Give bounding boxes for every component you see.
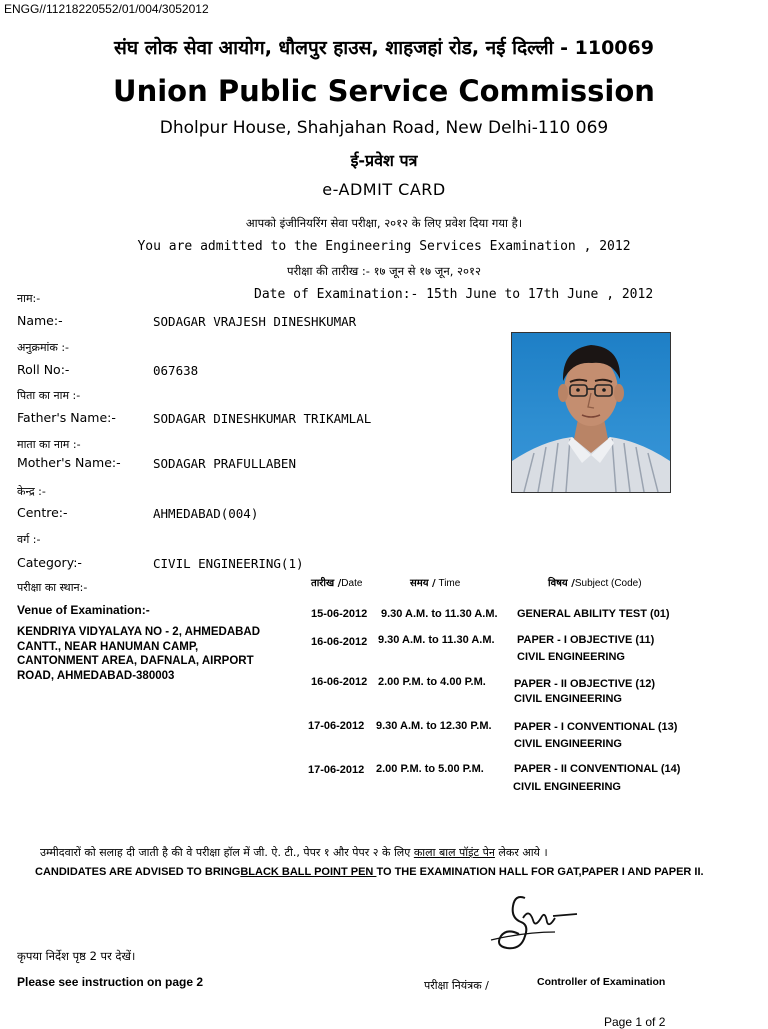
schedule-subject: GENERAL ABILITY TEST (01)	[517, 608, 670, 620]
schedule-subject-discipline: CIVIL ENGINEERING	[514, 738, 622, 750]
hindi-admit-card-title: ई-प्रवेश पत्र	[350, 151, 418, 170]
instruction-note: Please see instruction on page 2	[17, 975, 204, 989]
centre-label: Centre:-	[17, 505, 68, 520]
hindi-advice	[40, 845, 548, 860]
schedule-subject-discipline: CIVIL ENGINEERING	[513, 781, 621, 793]
schedule-time: 9.30 A.M. to 11.30 A.M.	[381, 608, 498, 620]
document-reference: ENGG//11218220552/01/004/3052012	[4, 2, 209, 16]
schedule-header-date-hindi: तारीख /	[311, 578, 342, 589]
schedule-header-time-english: Time	[438, 578, 461, 589]
candidate-name: SODAGAR VRAJESH DINESHKUMAR	[153, 314, 357, 329]
schedule-date: 16-06-2012	[311, 636, 368, 648]
venue-address-line: ROAD, AHMEDABAD-380003	[17, 669, 175, 682]
venue-address-line: KENDRIYA VIDYALAYA NO - 2, AHMEDABAD	[17, 626, 261, 638]
hindi-advice-pen: काला बाल पॉइंट पेन	[413, 846, 495, 859]
father-label-hindi: पिता का नाम :-	[17, 389, 81, 402]
venue-label-hindi: परीक्षा का स्थान:-	[17, 581, 88, 594]
schedule-header-time-hindi: समय /	[410, 578, 436, 589]
hindi-instruction-note: कृपया निर्देश पृष्ठ 2 पर देखें।	[17, 949, 136, 963]
schedule-header-subject-hindi: विषय /	[548, 578, 575, 589]
category-value: CIVIL ENGINEERING(1)	[153, 556, 304, 571]
father-name: SODAGAR DINESHKUMAR TRIKAMLAL	[153, 411, 372, 426]
schedule-subject-discipline: CIVIL ENGINEERING	[514, 693, 622, 705]
schedule-header-date	[311, 575, 362, 589]
venue-address	[17, 625, 260, 683]
schedule-time: 2.00 P.M. to 5.00 P.M.	[376, 763, 484, 775]
father-label: Father's Name:-	[17, 410, 116, 425]
english-advice-end: TO THE EXAMINATION HALL FOR GAT,PAPER I AND PAPER II.	[376, 866, 704, 878]
schedule-subject: PAPER - II OBJECTIVE (12)	[514, 678, 655, 690]
schedule-subject: PAPER - I CONVENTIONAL (13)	[514, 721, 678, 733]
centre-value: AHMEDABAD(004)	[153, 506, 259, 521]
schedule-date: 17-06-2012	[308, 720, 365, 732]
admit-card-title: e-ADMIT CARD	[322, 180, 446, 199]
english-advice	[35, 866, 704, 878]
schedule-subject: PAPER - II CONVENTIONAL (14)	[514, 763, 681, 775]
hindi-admission-line: आपको इंजीनियरिंग सेवा परीक्षा, २०१२ के लिए प्रवेश दिया गया है।	[245, 216, 523, 230]
admission-line: You are admitted to the Engineering Services Examination , 2012	[137, 239, 631, 254]
candidate-photo	[511, 332, 671, 493]
english-advice-text: CANDIDATES ARE ADVISED TO BRING	[35, 866, 241, 878]
schedule-header-subject	[548, 575, 642, 589]
name-label: Name:-	[17, 313, 63, 328]
name-label-hindi: नाम:-	[17, 292, 41, 305]
mother-label-hindi: माता का नाम :-	[17, 438, 81, 451]
schedule-time: 9.30 A.M. to 12.30 P.M.	[376, 720, 492, 732]
schedule-subject-discipline: CIVIL ENGINEERING	[517, 651, 625, 663]
mother-name: SODAGAR PRAFULLABEN	[153, 456, 296, 471]
centre-label-hindi: केन्द्र :-	[17, 485, 46, 498]
exam-dates: Date of Examination:- 15th June to 17th June , 2012	[254, 287, 654, 302]
roll-label-hindi: अनुक्रमांक :-	[17, 341, 70, 354]
controller-label: Controller of Examination	[537, 976, 666, 988]
controller-label-hindi: परीक्षा नियंत्रक /	[424, 979, 489, 992]
schedule-header-time	[410, 575, 460, 589]
hindi-advice-end: लेकर आये ।	[494, 846, 548, 859]
venue-label: Venue of Examination:-	[17, 603, 150, 617]
schedule-time: 2.00 P.M. to 4.00 P.M.	[378, 676, 486, 688]
venue-address-line: CANTT., NEAR HANUMAN CAMP,	[17, 640, 199, 653]
hindi-organization-line: संघ लोक सेवा आयोग, धौलपुर हाउस, शाहजहां रोड, नई दिल्ली - 110069	[114, 37, 654, 59]
candidate-photo-illustration	[512, 333, 670, 492]
organization-address: Dholpur House, Shahjahan Road, New Delhi-110 069	[159, 118, 609, 138]
schedule-header-date-english: Date	[341, 578, 363, 589]
controller-signature	[485, 888, 595, 958]
hindi-advice-text: उम्मीदवारों को सलाह दी जाती है की वे परीक्षा हॉल में जी. ऐ. टी., पेपर १ और पेपर २ के लिए	[40, 846, 414, 859]
mother-label: Mother's Name:-	[17, 455, 121, 470]
roll-label: Roll No:-	[17, 362, 70, 377]
schedule-header-subject-english: Subject (Code)	[574, 578, 642, 589]
category-label-hindi: वर्ग :-	[17, 533, 41, 546]
category-label: Category:-	[17, 555, 82, 570]
page-number: Page 1 of 2	[604, 1015, 666, 1029]
hindi-exam-dates: परीक्षा की तारीख :- १७ जून से १७ जून, २०१२	[287, 264, 481, 278]
venue-address-line: CANTONMENT AREA, DAFNALA, AIRPORT	[17, 655, 254, 667]
schedule-date: 16-06-2012	[311, 676, 368, 688]
roll-number: 067638	[153, 363, 199, 378]
english-advice-pen: BLACK BALL POINT PEN	[240, 866, 377, 878]
schedule-time: 9.30 A.M. to 11.30 A.M.	[378, 634, 495, 646]
schedule-date: 15-06-2012	[311, 608, 368, 620]
schedule-subject: PAPER - I OBJECTIVE (11)	[517, 634, 655, 646]
organization-name: Union Public Service Commission	[113, 74, 655, 108]
schedule-date: 17-06-2012	[308, 764, 365, 776]
